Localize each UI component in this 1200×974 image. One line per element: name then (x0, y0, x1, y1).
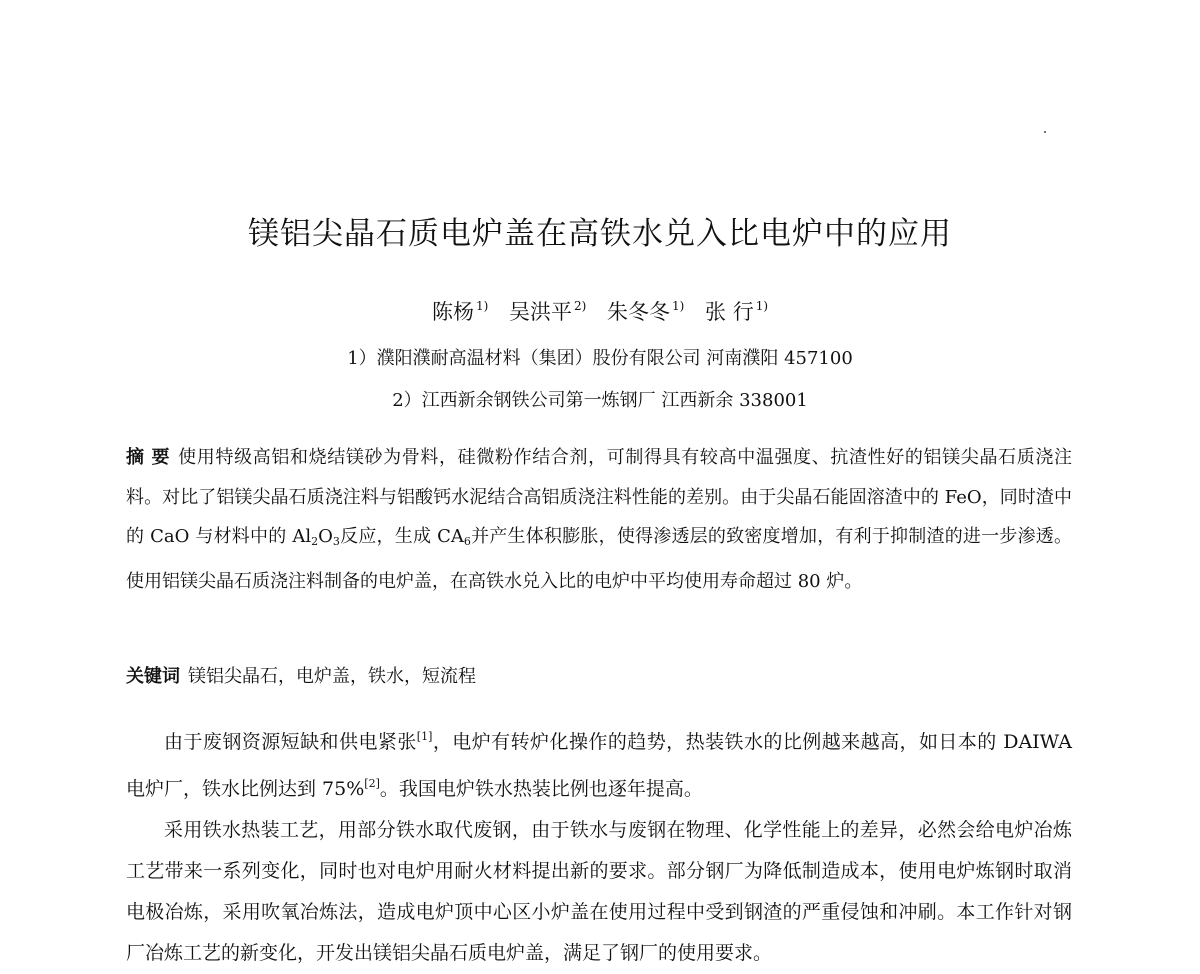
abstract: 摘 要 使用特级高铝和烧结镁砂为骨料，硅微粉作结合剂，可制得具有较高中温强度、抗渣性好的铝镁尖晶石质浇注料。对比了铝镁尖晶石质浇注料与铝酸钙水泥结合高铝质浇注料性能的差别。由于尖晶石能固溶渣中的 FeO，同时渣中的 CaO 与材料中的 $Al_2O_3$反应，生成 $CA_6$并产生体积膨胀，使得渗透层的致密度增加，有利于抑制渣的进一步渗透。使用铝镁尖晶石质浇注料制备的电炉盖，在高铁水兑入比的电炉中平均使用寿命超过 80 炉。 (126, 447, 1072, 592)
author: 陈杨 $^{1)}$ (431, 299, 489, 324)
paper-title: 镁铝尖晶石质电炉盖在高铁水兑入比电炉中的应用 (248, 216, 952, 252)
keywords-text: 镁铝尖晶石，电炉盖，铁水，短流程 (188, 666, 476, 687)
author: 张 行 $^{1)}$ (705, 299, 769, 324)
author-list (0, 296, 1200, 326)
scan-speck (1044, 131, 1046, 133)
affiliation-1: 1）濮阳濮耐高温材料（集团）股份有限公司 河南濮阳 457100 (347, 348, 853, 369)
body-paragraph-2: 采用铁水热装工艺，用部分铁水取代废钢，由于铁水与废钢在物理、化学性能上的差异，必然会给电炉冶炼工艺带来一系列变化，同时也对电炉用耐火材料提出新的要求。部分钢厂为降低制造成本，使用电炉炼钢时取消电极冶炼，采用吹氧冶炼法，造成电炉顶中心区小炉盖在使用过程中受到钢渣的严重侵蚀和冲刷。本工作针对钢厂冶炼工艺的新变化，开发出镁铝尖晶石质电炉盖，满足了钢厂的使用要求。 (126, 819, 1072, 964)
author: 吴洪平 $^{2)}$ (508, 299, 587, 324)
author: 朱冬冬 $^{1)}$ (607, 299, 685, 324)
citation-ref: [1] (416, 730, 433, 743)
keywords (126, 662, 1072, 692)
body-text (126, 716, 1072, 974)
keywords-label: 关键词 (126, 666, 180, 687)
body-paragraph-1: 由于废钢资源短缺和供电紧张[1]，电炉有转炉化操作的趋势，热装铁水的比例越来越高，如日本的 DAIWA 电炉厂，铁水比例达到 75%[2]。我国电炉铁水热装比例也逐年提高。 (126, 730, 1072, 800)
citation-ref: [2] (364, 777, 380, 790)
abstract-label: 摘 要 (126, 447, 171, 468)
affiliation-2: 2）江西新余钢铁公司第一炼钢厂 江西新余 338001 (392, 390, 808, 411)
